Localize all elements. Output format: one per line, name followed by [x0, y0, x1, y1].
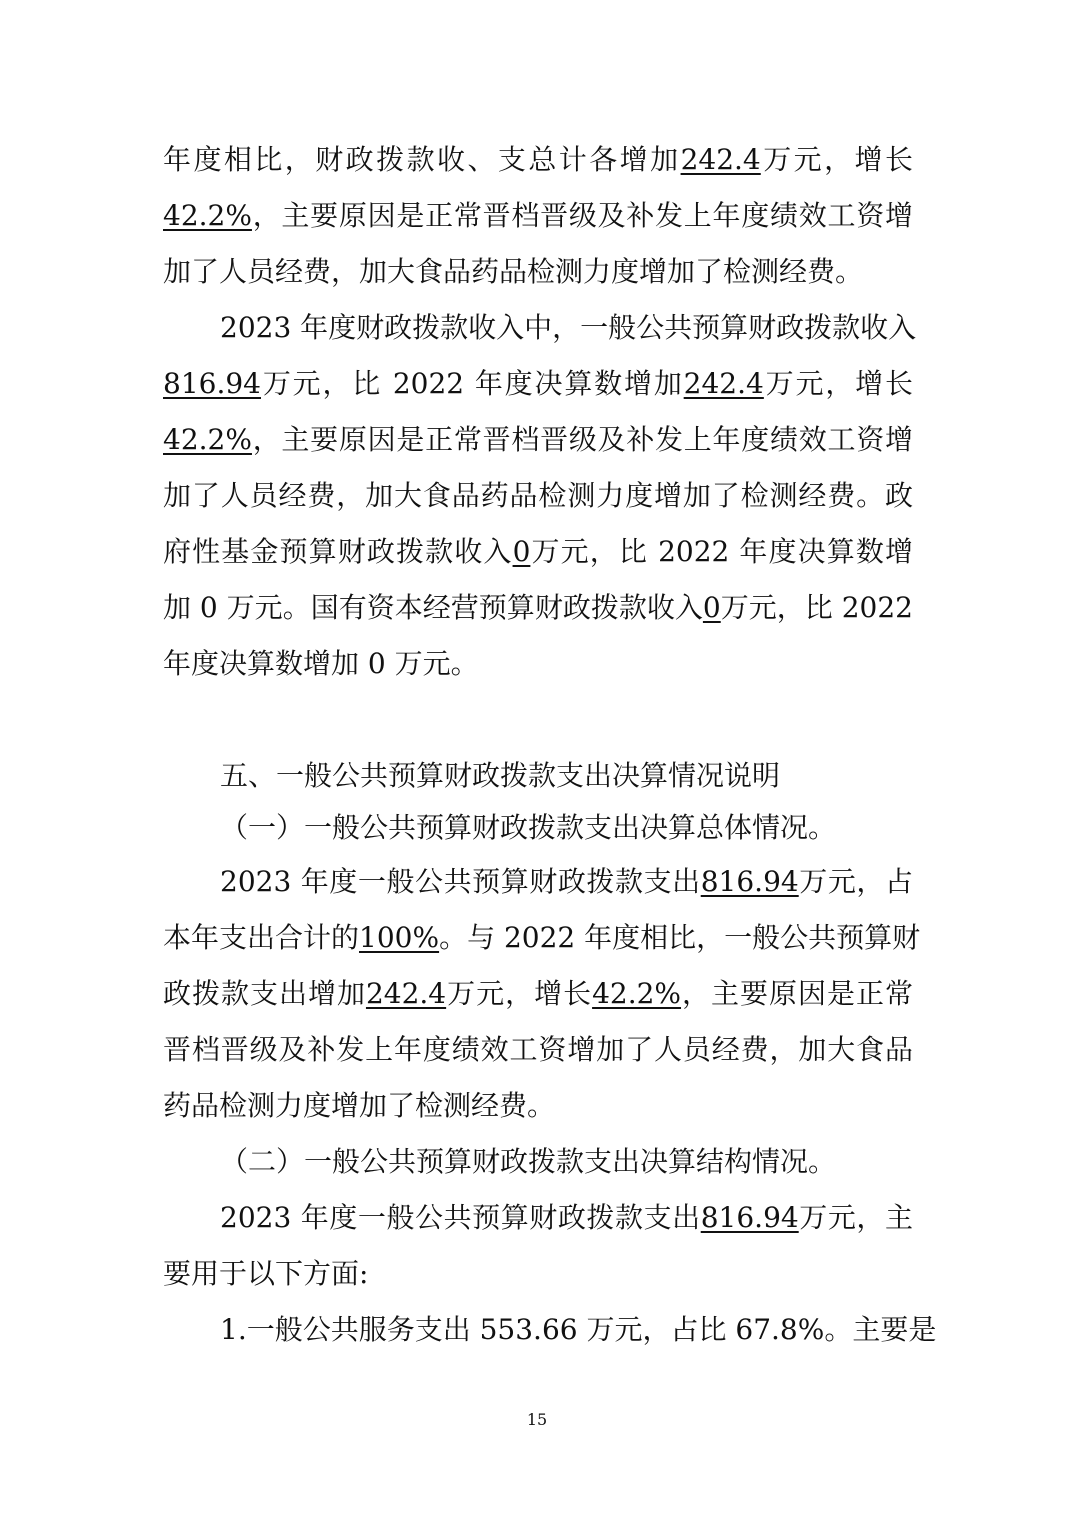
text-segment: ，主要原因是正常晋档晋级及补发上年度绩效工资增: [251, 199, 913, 232]
underlined-amount: 816.94: [700, 1201, 799, 1234]
text-segment: 。与 2022 年度相比，一般公共预算财: [439, 921, 921, 954]
text-segment: 万元，增长: [760, 143, 913, 176]
underlined-amount: 0: [702, 591, 721, 624]
text-segment: 万元，比 2022: [720, 591, 913, 624]
text-segment: 万元，主: [798, 1201, 913, 1234]
text-segment: 万元，占: [798, 865, 913, 898]
underlined-amount: 42.2%: [163, 199, 252, 232]
text-segment: 府性基金预算财政拨款收入: [163, 535, 513, 568]
underlined-amount: 100%: [359, 921, 440, 954]
paragraph-line: 加了人员经费，加大食品药品检测力度增加了检测经费。政: [163, 479, 913, 512]
underlined-amount: 0: [512, 535, 531, 568]
paragraph-line: [163, 532, 913, 572]
text-segment: 2023 年度一般公共预算财政拨款支出: [220, 865, 701, 898]
paragraph-line: [163, 588, 913, 628]
text-segment: 万元，增长: [446, 977, 593, 1010]
paragraph-line: [220, 1198, 913, 1238]
underlined-amount: 816.94: [700, 865, 799, 898]
paragraph-line: [163, 196, 913, 236]
underlined-amount: 42.2%: [163, 423, 252, 456]
paragraph-line: [163, 364, 913, 404]
underlined-amount: 242.4: [365, 977, 447, 1010]
underlined-amount: 816.94: [163, 367, 261, 400]
paragraph-line: [163, 140, 913, 180]
paragraph-line: [163, 420, 913, 460]
paragraph-line: [220, 862, 913, 902]
text-segment: ，主要原因是正常晋档晋级及补发上年度绩效工资增: [251, 423, 913, 456]
paragraph-line: 要用于以下方面:: [163, 1257, 369, 1290]
paragraph-line: [163, 974, 913, 1014]
paragraph-line: 2023 年度财政拨款收入中，一般公共预算财政拨款收入: [220, 311, 917, 344]
page-number: 15: [526, 1410, 548, 1429]
text-segment: 本年支出合计的: [163, 921, 360, 954]
text-segment: 2023 年度一般公共预算财政拨款支出: [220, 1201, 701, 1234]
underlined-amount: 242.4: [683, 367, 764, 400]
text-segment: 加 0 万元。国有资本经营预算财政拨款收入: [163, 591, 703, 624]
subsection-heading: （二）一般公共预算财政拨款支出决算结构情况。: [220, 1145, 837, 1178]
subsection-heading: （一）一般公共预算财政拨款支出决算总体情况。: [220, 811, 837, 844]
paragraph-line: 加了人员经费，加大食品药品检测力度增加了检测经费。: [163, 255, 864, 288]
paragraph-line: [163, 918, 921, 958]
section-heading: 五、一般公共预算财政拨款支出决算情况说明: [220, 759, 781, 792]
text-segment: ，主要原因是正常: [681, 977, 913, 1010]
text-segment: 万元，比 2022 年度决算数增加: [260, 367, 684, 400]
paragraph-line: 晋档晋级及补发上年度绩效工资增加了人员经费，加大食品: [163, 1033, 913, 1066]
paragraph-line: 年度决算数增加 0 万元。: [163, 647, 479, 680]
underlined-amount: 42.2%: [592, 977, 682, 1010]
text-segment: 政拨款支出增加: [163, 977, 366, 1010]
underlined-amount: 242.4: [680, 143, 761, 176]
paragraph-line: 药品检测力度增加了检测经费。: [163, 1089, 556, 1122]
text-segment: 万元，增长: [763, 367, 913, 400]
text-segment: 万元，比 2022 年度决算数增: [530, 535, 913, 568]
text-segment: 年度相比，财政拨款收、支总计各增加: [163, 143, 681, 176]
paragraph-line: 1.一般公共服务支出 553.66 万元，占比 67.8%。主要是: [220, 1313, 937, 1346]
